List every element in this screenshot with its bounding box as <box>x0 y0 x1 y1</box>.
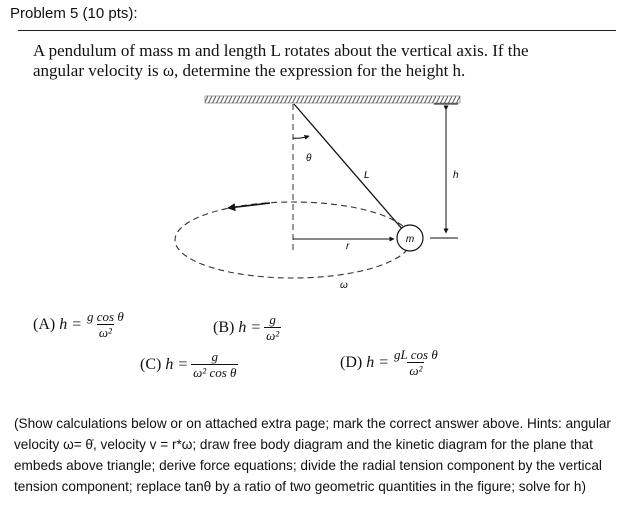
label-m: m <box>405 234 415 245</box>
choice-b-lhs: h = <box>238 319 262 336</box>
choice-a[interactable] <box>33 310 126 340</box>
problem-statement-line1: A pendulum of mass m and length L rotates about the vertical axis. If the <box>33 41 529 60</box>
label-L: L <box>364 170 370 181</box>
choice-a-denominator: ω² <box>98 325 112 340</box>
choice-d-lhs: h = <box>366 354 390 371</box>
choice-a-fraction <box>85 310 126 340</box>
choice-b-numerator: g <box>269 312 276 327</box>
choice-a-numerator: g cos θ <box>87 309 124 324</box>
problem-statement-line2: angular velocity is ω, determine the expression for the height h. <box>33 61 466 80</box>
choice-c-denominator: ω² cos θ <box>193 365 237 380</box>
choice-c-lhs: h = <box>165 356 189 373</box>
choice-d-label: (D) <box>340 354 363 371</box>
hints-paragraph: (Show calculations below or on attached extra page; mark the correct answer above. Hints: angular velocity ω= θ̇, velocity v = r*ω; draw free body diagram and the kinetic diagram for the plane that embeds above triangle; derive force equations; divide the radial tension component by the vertical tension component; replace tanθ by a ratio of two geometric quantities in the figure; solve for h) <box>14 416 611 494</box>
choice-b[interactable] <box>213 313 281 343</box>
choice-b-denominator: ω² <box>266 328 280 343</box>
choice-c-fraction <box>191 350 238 380</box>
label-omega: ω <box>340 280 348 291</box>
label-theta: θ <box>306 153 312 164</box>
theta-angle-arc <box>293 136 309 138</box>
choice-c-numerator: g <box>211 349 219 364</box>
choice-a-label: (A) <box>33 316 56 333</box>
label-h: h <box>453 170 459 181</box>
orbit-direction-arrow <box>228 203 270 208</box>
choice-d-fraction <box>392 348 440 378</box>
choice-b-label: (B) <box>213 319 235 336</box>
problem-header: Problem 5 (10 pts): <box>10 5 138 22</box>
choice-a-lhs: h = <box>59 316 83 333</box>
pendulum-string <box>294 104 403 230</box>
choice-d-numerator: gL cos θ <box>394 347 438 362</box>
choice-d-denominator: ω² <box>409 363 423 378</box>
choice-c-label: (C) <box>140 356 162 373</box>
ceiling-support <box>205 96 460 103</box>
choice-c[interactable] <box>140 350 238 380</box>
choice-b-fraction <box>264 313 281 343</box>
choice-d[interactable] <box>340 348 440 378</box>
label-r: r <box>346 241 350 252</box>
